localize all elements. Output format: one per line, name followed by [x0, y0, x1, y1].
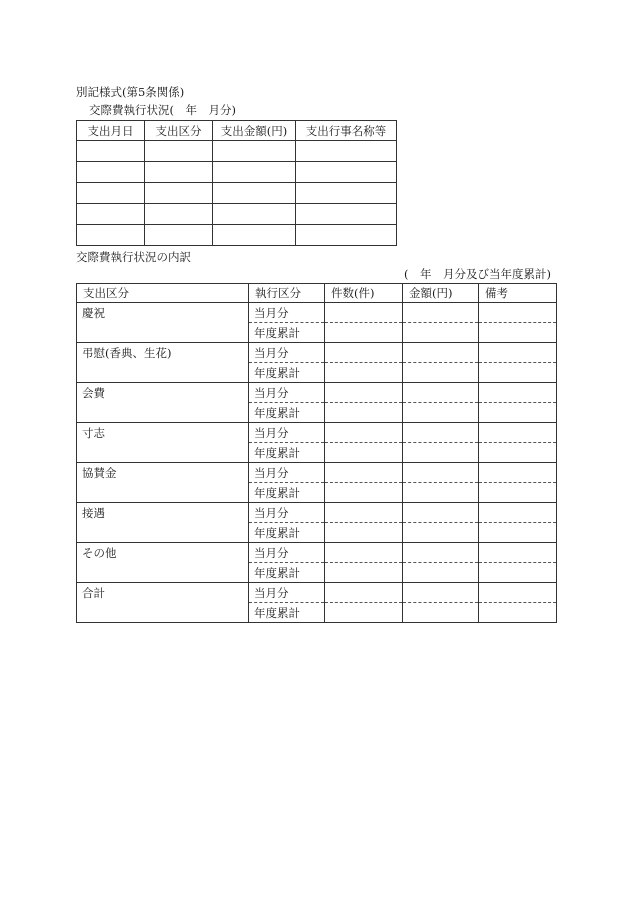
col-execution-type: 執行区分 — [249, 284, 325, 303]
remarks-cell — [479, 603, 557, 623]
count-cell — [325, 363, 403, 383]
category-cell: 接遇 — [77, 503, 249, 543]
execution-type-cell: 当月分 — [249, 343, 325, 363]
expense-table — [76, 120, 397, 246]
table-cell — [77, 141, 145, 162]
table-row — [77, 303, 557, 323]
amount-cell — [403, 543, 479, 563]
execution-type-cell: 年度累計 — [249, 563, 325, 583]
count-cell — [325, 603, 403, 623]
amount-cell — [403, 323, 479, 343]
table-cell — [145, 183, 213, 204]
count-cell — [325, 563, 403, 583]
table-cell — [213, 204, 296, 225]
table-row — [77, 204, 397, 225]
col-amount: 金額(円) — [403, 284, 479, 303]
table-row — [77, 162, 397, 183]
count-cell — [325, 543, 403, 563]
table-cell — [213, 225, 296, 246]
table-cell — [77, 225, 145, 246]
execution-type-cell: 年度累計 — [249, 523, 325, 543]
table-cell — [77, 183, 145, 204]
execution-type-cell: 年度累計 — [249, 403, 325, 423]
col-category: 支出区分 — [145, 121, 213, 141]
table-row — [77, 423, 557, 443]
count-cell — [325, 423, 403, 443]
table-row — [77, 583, 557, 603]
remarks-cell — [479, 523, 557, 543]
count-cell — [325, 443, 403, 463]
remarks-cell — [479, 363, 557, 383]
amount-cell — [403, 603, 479, 623]
remarks-cell — [479, 483, 557, 503]
table-row — [77, 383, 557, 403]
count-cell — [325, 323, 403, 343]
remarks-cell — [479, 563, 557, 583]
execution-type-cell: 当月分 — [249, 303, 325, 323]
category-cell: 会費 — [77, 383, 249, 423]
amount-cell — [403, 303, 479, 323]
category-cell: 寸志 — [77, 423, 249, 463]
table-row — [77, 141, 397, 162]
remarks-cell — [479, 543, 557, 563]
form-label: 別記様式(第5条関係) — [76, 85, 185, 99]
table-cell — [77, 204, 145, 225]
count-cell — [325, 343, 403, 363]
col-count: 件数(件) — [325, 284, 403, 303]
remarks-cell — [479, 503, 557, 523]
table-row — [77, 343, 557, 363]
table-cell — [296, 225, 397, 246]
execution-type-cell: 当月分 — [249, 583, 325, 603]
table-cell — [213, 141, 296, 162]
category-cell: 合計 — [77, 583, 249, 623]
category-cell: 弔慰(香典、生花) — [77, 343, 249, 383]
table-cell — [145, 141, 213, 162]
col-date: 支出月日 — [77, 121, 145, 141]
col-remarks: 備考 — [479, 284, 557, 303]
execution-type-cell: 年度累計 — [249, 323, 325, 343]
count-cell — [325, 503, 403, 523]
amount-cell — [403, 423, 479, 443]
table-cell — [145, 225, 213, 246]
remarks-cell — [479, 463, 557, 483]
remarks-cell — [479, 323, 557, 343]
execution-type-cell: 当月分 — [249, 383, 325, 403]
category-cell: 協賛金 — [77, 463, 249, 503]
section1-title: 交際費執行状況( 年 月分) — [89, 103, 236, 117]
breakdown-table — [76, 283, 557, 623]
table-cell — [296, 183, 397, 204]
execution-type-cell: 当月分 — [249, 543, 325, 563]
amount-cell — [403, 403, 479, 423]
table-row — [77, 543, 557, 563]
count-cell — [325, 303, 403, 323]
count-cell — [325, 523, 403, 543]
remarks-cell — [479, 383, 557, 403]
section2-title: 交際費執行状況の内訳 — [76, 250, 191, 264]
table-cell — [145, 204, 213, 225]
count-cell — [325, 383, 403, 403]
amount-cell — [403, 443, 479, 463]
table-cell — [213, 162, 296, 183]
execution-type-cell: 年度累計 — [249, 483, 325, 503]
execution-type-cell: 当月分 — [249, 423, 325, 443]
execution-type-cell: 年度累計 — [249, 603, 325, 623]
remarks-cell — [479, 343, 557, 363]
amount-cell — [403, 363, 479, 383]
section2-period: ( 年 月分及び当年度累計) — [404, 267, 551, 281]
count-cell — [325, 403, 403, 423]
table-row — [77, 225, 397, 246]
execution-type-cell: 年度累計 — [249, 363, 325, 383]
count-cell — [325, 463, 403, 483]
table-cell — [296, 141, 397, 162]
execution-type-cell: 当月分 — [249, 463, 325, 483]
amount-cell — [403, 583, 479, 603]
execution-type-cell: 年度累計 — [249, 443, 325, 463]
category-cell: 慶祝 — [77, 303, 249, 343]
amount-cell — [403, 523, 479, 543]
amount-cell — [403, 383, 479, 403]
amount-cell — [403, 463, 479, 483]
remarks-cell — [479, 443, 557, 463]
count-cell — [325, 483, 403, 503]
category-cell: その他 — [77, 543, 249, 583]
table-row — [77, 183, 397, 204]
amount-cell — [403, 343, 479, 363]
execution-type-cell: 当月分 — [249, 503, 325, 523]
table-cell — [145, 162, 213, 183]
amount-cell — [403, 483, 479, 503]
amount-cell — [403, 563, 479, 583]
table-cell — [77, 162, 145, 183]
table-cell — [213, 183, 296, 204]
amount-cell — [403, 503, 479, 523]
table-row — [77, 503, 557, 523]
col-amount: 支出金額(円) — [213, 121, 296, 141]
table-cell — [296, 162, 397, 183]
remarks-cell — [479, 403, 557, 423]
remarks-cell — [479, 423, 557, 443]
table-row — [77, 463, 557, 483]
count-cell — [325, 583, 403, 603]
table-cell — [296, 204, 397, 225]
col-category: 支出区分 — [77, 284, 249, 303]
col-event-name: 支出行事名称等 — [296, 121, 397, 141]
remarks-cell — [479, 303, 557, 323]
remarks-cell — [479, 583, 557, 603]
